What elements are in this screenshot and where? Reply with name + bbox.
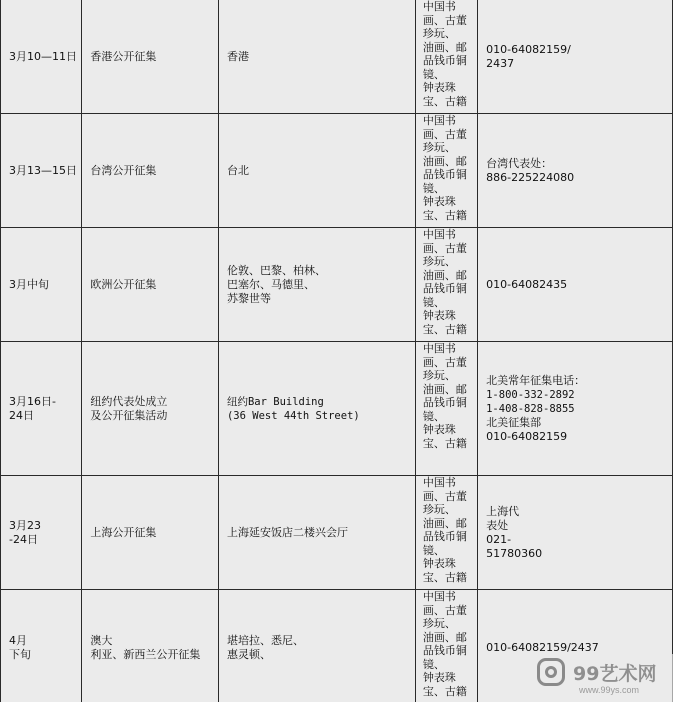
category-cell — [415, 342, 477, 476]
table-row — [1, 342, 673, 476]
category-line: 中国书 — [422, 228, 456, 241]
contact-cell — [478, 114, 673, 228]
contact-cell — [478, 342, 673, 476]
date-cell — [1, 114, 82, 228]
category-line: 钟表珠 — [422, 671, 456, 684]
contact-line: 表处 — [486, 518, 509, 532]
category-line: 油画、邮 — [422, 268, 467, 282]
event-cell — [82, 228, 219, 342]
category-line: 珍玩、 — [422, 27, 456, 40]
date-cell — [1, 590, 82, 702]
venue-line: 堪培拉、悉尼、 — [226, 633, 304, 647]
contact-line: 北美征集部 — [486, 415, 542, 429]
venue-cell — [218, 590, 415, 702]
contact-line: 51780360 — [486, 546, 543, 560]
category-line: 珍玩、 — [422, 503, 456, 516]
category-cell — [415, 114, 477, 228]
category-line: 镜、 — [422, 657, 445, 671]
category-line: 钟表珠 — [422, 309, 456, 322]
event-line: 及公开征集活动 — [90, 408, 168, 422]
table-row — [1, 0, 673, 114]
event-line: 利亚、新西兰公开征集 — [90, 647, 201, 661]
contact-line: 北美常年征集电话： — [486, 373, 586, 387]
date-cell — [1, 0, 82, 114]
venue-line: 台北 — [226, 163, 249, 177]
category-line: 油画、邮 — [422, 382, 467, 396]
category-line: 品钱币铜 — [422, 54, 467, 67]
category-line: 品钱币铜 — [422, 644, 467, 657]
venue-line: 伦敦、巴黎、柏林、 — [226, 263, 326, 277]
event-cell — [82, 590, 219, 702]
contact-line: 台湾代表处： — [486, 156, 553, 170]
category-line: 珍玩、 — [422, 617, 456, 630]
contact-line: 021- — [486, 532, 512, 546]
category-line: 油画、邮 — [422, 516, 467, 530]
category-line: 中国书 — [422, 590, 456, 603]
site-logo-icon — [537, 658, 565, 686]
date-line: 4月 — [9, 633, 27, 647]
event-cell — [82, 114, 219, 228]
category-line: 钟表珠 — [422, 557, 456, 570]
contact-line: 上海代 — [486, 504, 520, 518]
event-line: 台湾公开征集 — [90, 163, 157, 177]
site-watermark — [531, 654, 673, 702]
schedule-table-body — [1, 0, 673, 702]
date-cell — [1, 476, 82, 590]
category-line: 珍玩、 — [422, 255, 456, 268]
watermark-url: www.99ys.com — [579, 685, 640, 695]
date-cell — [1, 228, 82, 342]
date-line: 3月中旬 — [9, 277, 49, 291]
category-line: 镜、 — [422, 543, 445, 557]
category-line: 中国书 — [422, 0, 456, 13]
venue-line: 苏黎世等 — [226, 291, 271, 305]
category-line: 画、古董 — [422, 355, 467, 369]
category-cell — [415, 476, 477, 590]
contact-line: 010-64082159/2437 — [486, 640, 599, 654]
venue-line: 纽约Bar Building — [226, 395, 324, 408]
contact-cell — [478, 476, 673, 590]
category-cell — [415, 228, 477, 342]
date-line: 下旬 — [9, 647, 31, 661]
contact-line: 1-408-828-8855 — [486, 402, 575, 415]
category-line: 珍玩、 — [422, 369, 456, 382]
contact-line: 2437 — [486, 56, 515, 70]
event-line: 上海公开征集 — [90, 525, 157, 539]
venue-line: 香港 — [226, 49, 249, 63]
date-line: 3月16日- — [9, 394, 56, 408]
category-line: 钟表珠 — [422, 423, 456, 436]
category-line: 画、古董 — [422, 241, 467, 255]
category-line: 品钱币铜 — [422, 396, 467, 409]
date-line: -24日 — [9, 532, 38, 546]
category-line: 画、古董 — [422, 13, 467, 27]
event-line: 澳大 — [90, 633, 113, 647]
category-line: 品钱币铜 — [422, 530, 467, 543]
event-cell — [82, 342, 219, 476]
contact-line: 010-64082435 — [486, 277, 568, 291]
contact-cell — [478, 0, 673, 114]
venue-cell — [218, 228, 415, 342]
venue-cell — [218, 342, 415, 476]
category-line: 钟表珠 — [422, 195, 456, 208]
table-row — [1, 476, 673, 590]
category-line: 中国书 — [422, 114, 456, 127]
contact-line: 010-64082159/ — [486, 42, 571, 56]
category-line: 油画、邮 — [422, 40, 467, 54]
category-line: 宝、古籍 — [422, 436, 467, 450]
venue-line: 惠灵顿、 — [226, 647, 271, 661]
category-line: 宝、古籍 — [422, 208, 467, 222]
venue-cell — [218, 0, 415, 114]
category-line: 珍玩、 — [422, 141, 456, 154]
date-line: 3月13—15日 — [9, 163, 77, 177]
category-line: 画、古董 — [422, 603, 467, 617]
venue-line: 上海延安饭店二楼兴会厅 — [226, 525, 348, 539]
contact-line: 010-64082159 — [486, 429, 568, 443]
venue-cell — [218, 476, 415, 590]
category-line: 中国书 — [422, 476, 456, 489]
contact-line: 1-800-332-2892 — [486, 388, 575, 401]
table-row — [1, 228, 673, 342]
category-line: 宝、古籍 — [422, 684, 467, 698]
watermark-title: 99艺术网 — [573, 663, 657, 685]
category-line: 镜、 — [422, 181, 445, 195]
venue-line: (36 West 44th Street) — [226, 409, 360, 422]
table-row — [1, 114, 673, 228]
contact-line: 886-225224080 — [486, 170, 575, 184]
category-cell — [415, 0, 477, 114]
category-line: 钟表珠 — [422, 81, 456, 94]
venue-cell — [218, 114, 415, 228]
category-cell — [415, 590, 477, 702]
category-line: 品钱币铜 — [422, 282, 467, 295]
category-line: 宝、古籍 — [422, 570, 467, 584]
date-line: 3月23 — [9, 518, 41, 532]
category-line: 宝、古籍 — [422, 94, 467, 108]
category-line: 画、古董 — [422, 127, 467, 141]
category-line: 油画、邮 — [422, 154, 467, 168]
category-line: 镜、 — [422, 67, 445, 81]
date-cell — [1, 342, 82, 476]
category-line: 画、古董 — [422, 489, 467, 503]
event-line: 欧洲公开征集 — [90, 277, 157, 291]
contact-cell — [478, 228, 673, 342]
event-cell — [82, 476, 219, 590]
category-line: 品钱币铜 — [422, 168, 467, 181]
category-line: 镜、 — [422, 295, 445, 309]
category-line: 宝、古籍 — [422, 322, 467, 336]
event-cell — [82, 0, 219, 114]
date-line: 3月10—11日 — [9, 49, 77, 63]
event-line: 香港公开征集 — [90, 49, 157, 63]
event-line: 纽约代表处成立 — [90, 394, 168, 408]
category-line: 镜、 — [422, 409, 445, 423]
venue-line: 巴塞尔、马德里、 — [226, 277, 315, 291]
date-line: 24日 — [9, 408, 34, 422]
category-line: 油画、邮 — [422, 630, 467, 644]
category-line: 中国书 — [422, 342, 456, 355]
